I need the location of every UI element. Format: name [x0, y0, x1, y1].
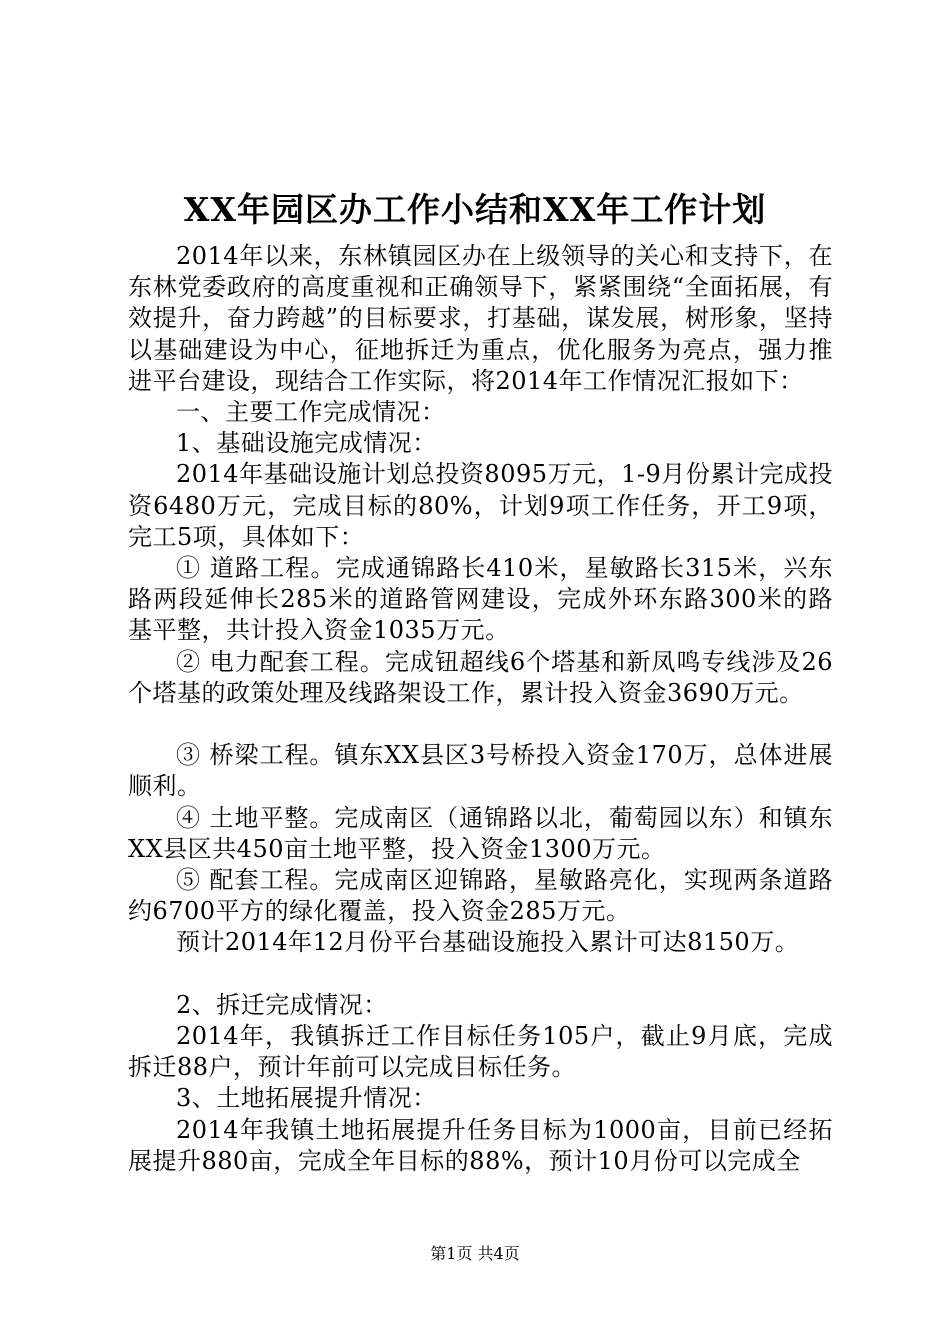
- paragraph-infrastructure-summary: 2014年基础设施计划总投资8095万元，1-9月份累计完成投资6480万元，完成目标的80%，计划9项工作任务，开工9项，完工5项，具体如下：: [128, 460, 833, 551]
- section-heading-main-work: 一、主要工作完成情况：: [176, 398, 446, 427]
- paragraph-land-leveling: ④ 土地平整。完成南区（通锦路以北，葡萄园以东）和镇东XX县区共450亩土地平整，投入资金1300万元。: [128, 803, 833, 863]
- document-title: XX年园区办工作小结和XX年工作计划: [183, 190, 767, 229]
- paragraph-investment-forecast: 预计2014年12月份平台基础设施投入累计可达8150万。: [176, 928, 800, 957]
- paragraph-road-project: ① 道路工程。完成通锦路长410米，星敏路长315米，兴东路两段延伸长285米的道路管网建设，完成外环东路300米的路基平整，共计投入资金1035万元。: [128, 554, 833, 645]
- subsection-heading-infrastructure: 1、基础设施完成情况：: [176, 429, 437, 458]
- paragraph-land-expansion: 2014年我镇土地拓展提升任务目标为1000亩，目前已经拓展提升880亩，完成全年目标的88%，预计10月份可以完成全: [128, 1115, 833, 1175]
- page-number-footer: 第1页 共4页: [430, 1244, 520, 1263]
- paragraph-power-project: ② 电力配套工程。完成钮超线6个塔基和新凤鸣专线涉及26个塔基的政策处理及线路架设工作，累计投入资金3690万元。: [128, 647, 833, 707]
- paragraph-bridge-project: ③ 桥梁工程。镇东XX县区3号桥投入资金170万，总体进展顺利。: [128, 741, 833, 801]
- paragraph-supporting-project: ⑤ 配套工程。完成南区迎锦路，星敏路亮化，实现两条道路约6700平方的绿化覆盖，投入资金285万元。: [128, 866, 833, 926]
- subsection-heading-demolition: 2、拆迁完成情况：: [176, 990, 388, 1019]
- document-body: [128, 241, 833, 1177]
- subsection-heading-land-expansion: 3、土地拓展提升情况：: [176, 1084, 437, 1113]
- paragraph-demolition: 2014年，我镇拆迁工作目标任务105户，截止9月底，完成拆迁88户，预计年前可以完成目标任务。: [128, 1022, 833, 1082]
- paragraph-intro: 2014年以来，东林镇园区办在上级领导的关心和支持下，在东林党委政府的高度重视和正确领导下，紧紧围绕“全面拓展，有效提升，奋力跨越”的目标要求，打基础，谋发展，树形象，坚持以基础建设为中心，征地拆迁为重点，优化服务为亮点，强力推进平台建设，现结合工作实际，将2014年工作情况汇报如下：: [128, 242, 833, 395]
